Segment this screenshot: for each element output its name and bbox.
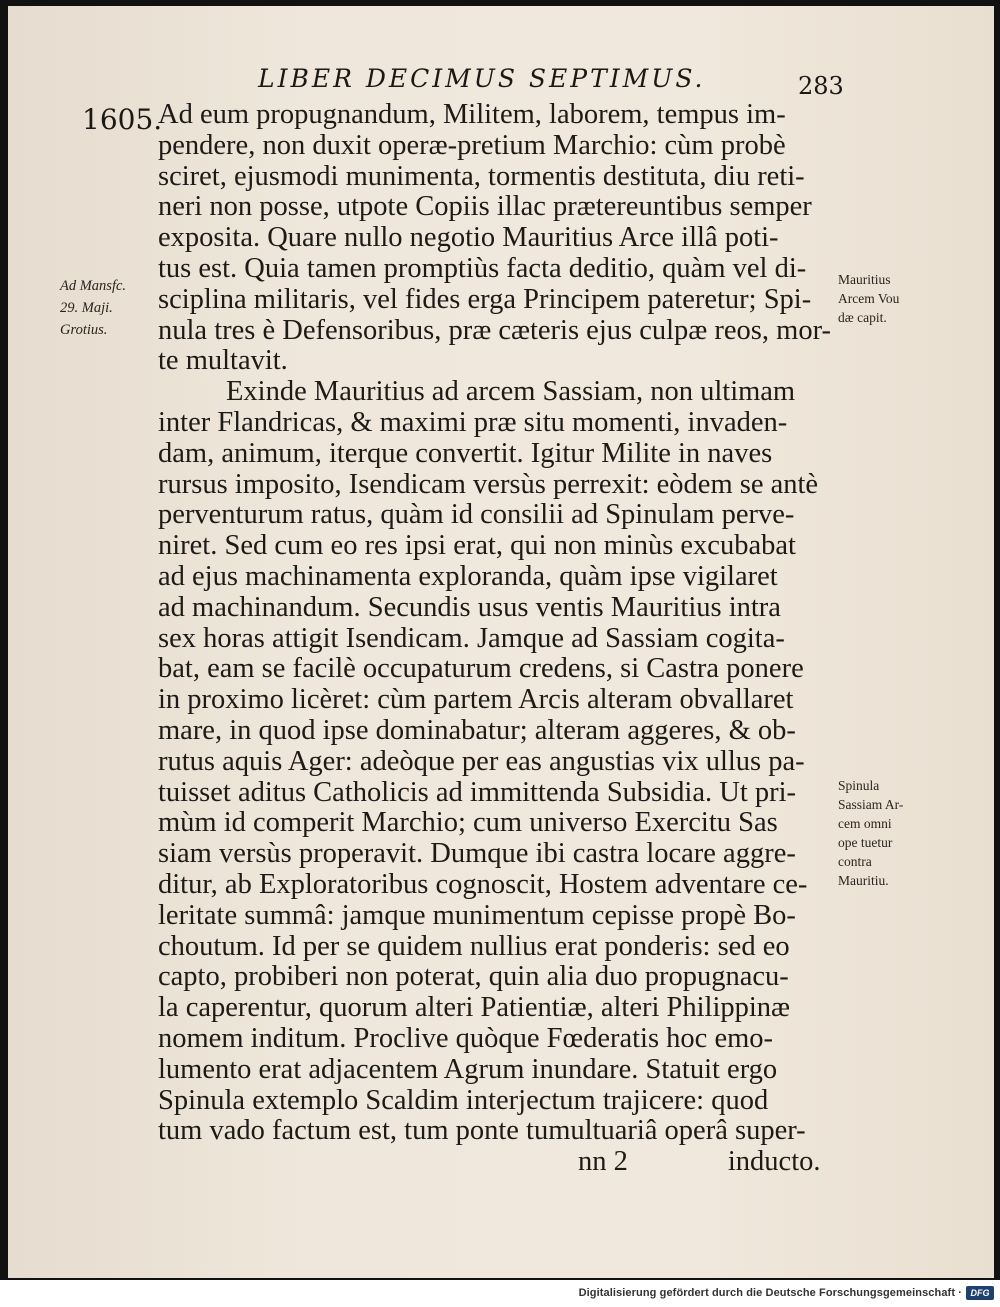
marginal-note-line: Mauritiu. <box>838 873 889 888</box>
marginal-note-line: Mauritius <box>838 272 891 287</box>
funding-credit: Digitalisierung gefördert durch die Deutsche Forschungsgemeinschaft · <box>578 1287 962 1299</box>
right-marginal-note-1 <box>838 270 948 327</box>
left-marginal-note <box>60 275 160 341</box>
text-line: capto, probiberi non poterat, quin alia duo propugnacu- <box>158 961 789 993</box>
paragraph-2 <box>158 377 848 1147</box>
text-line: ditur, ab Exploratoribus cognoscit, Hostem adventare ce- <box>158 868 808 900</box>
text-line: in proximo licèret: cùm partem Arcis alteram obvallaret <box>158 684 794 716</box>
text-line: pendere, non duxit operæ-pretium Marchio: cùm probè <box>158 129 786 161</box>
text-line: Exinde Mauritius ad arcem Sassiam, non ultimam <box>226 376 796 408</box>
text-line: nomem inditum. Proclive quòque Fœderatis hoc emo- <box>158 1022 774 1054</box>
text-line: sex horas attigit Isendicam. Jamque ad Sassiam cogita- <box>158 622 785 654</box>
paragraph-1 <box>158 100 848 377</box>
text-line: mare, in quod ipse dominabatur; alteram aggeres, & ob- <box>158 714 796 746</box>
signature-mark: nn 2 <box>578 1146 628 1178</box>
running-title: LIBER DECIMUS SEPTIMUS. <box>258 64 706 93</box>
digitization-footer <box>0 1280 1000 1307</box>
marginal-note-line: Grotius. <box>60 322 108 338</box>
text-line: Spinula extemplo Scaldim interjectum trajicere: quod <box>158 1084 769 1116</box>
text-line: leritate summâ: jamque munimentum cepisse propè Bo- <box>158 899 796 931</box>
text-line: niret. Sed cum eo res ipsi erat, qui non minùs excubabat <box>158 530 796 562</box>
year-marker: 1605. <box>82 103 163 136</box>
text-line: rutus aquis Ager: adeòque per eas angustias vix ullus pa- <box>158 745 805 777</box>
text-line: choutum. Id per se quidem nullius erat ponderis: sed eo <box>158 930 790 962</box>
page-foot-line <box>158 1147 848 1178</box>
marginal-note-line: Ad Mansfc. <box>60 278 127 294</box>
text-line: mùm id comperit Marchio; cum universo Exercitu Sas <box>158 807 778 839</box>
right-marginal-note-2 <box>838 776 948 890</box>
text-line: rursus imposito, Isendicam versùs perrexit: eòdem se antè <box>158 468 819 500</box>
text-line: neri non posse, utpote Copiis illac prætereuntibus semper <box>158 191 812 223</box>
text-line: sciplina militaris, vel fides erga Principem pateretur; Spi- <box>158 283 812 315</box>
text-line: Ad eum propugnandum, Militem, laborem, tempus im- <box>158 99 786 130</box>
marginal-note-line: contra <box>838 854 872 869</box>
marginal-note-line: 29. Maji. <box>60 300 113 316</box>
text-line: perventurum ratus, quàm id consilii ad Spinulam perve- <box>158 499 795 531</box>
body-text <box>158 100 848 1178</box>
text-line: dam, animum, iterque convertit. Igitur Milite in naves <box>158 437 773 469</box>
text-line: tum vado factum est, tum ponte tumultuariâ operâ super- <box>158 1115 806 1147</box>
text-line: siam versùs properavit. Dumque ibi castra locare aggre- <box>158 838 796 870</box>
marginal-note-line: ope tuetur <box>838 835 893 850</box>
text-line: ad ejus machinamenta exploranda, quàm ipse vigilaret <box>158 560 778 592</box>
text-line: bat, eam se facilè occupaturum credens, si Castra ponere <box>158 653 804 685</box>
dfg-logo-icon: DFG <box>966 1286 994 1300</box>
text-line: la caperentur, quorum alteri Patientiæ, alteri Philippinæ <box>158 992 791 1024</box>
marginal-note-line: cem omni <box>838 816 892 831</box>
text-line: ad machinandum. Secundis usus ventis Mauritius intra <box>158 591 781 623</box>
text-line: sciret, ejusmodi munimenta, tormentis destituta, diu reti- <box>158 160 805 192</box>
text-line: te multavit. <box>158 345 288 377</box>
text-line: exposita. Quare nullo negotio Mauritius Arce illâ poti- <box>158 222 779 254</box>
marginal-note-line: dæ capit. <box>838 310 887 325</box>
marginal-note-line: Spinula <box>838 778 880 793</box>
marginal-note-line: Arcem Vou <box>838 291 900 306</box>
page-number: 283 <box>798 72 844 100</box>
catchword: inducto. <box>727 1146 821 1178</box>
marginal-note-line: Sassiam Ar- <box>838 797 904 812</box>
text-line: lumento erat adjacentem Agrum inundare. Statuit ergo <box>158 1053 778 1085</box>
text-line: tuisset aditus Catholicis ad immittenda Subsidia. Ut pri- <box>158 776 797 808</box>
text-line: inter Flandricas, & maximi præ situ momenti, invaden- <box>158 406 788 438</box>
text-line: tus est. Quia tamen promptiùs facta deditio, quàm vel di- <box>158 252 807 284</box>
text-line: nula tres è Defensoribus, præ cæteris ejus culpæ reos, mor- <box>158 314 831 346</box>
